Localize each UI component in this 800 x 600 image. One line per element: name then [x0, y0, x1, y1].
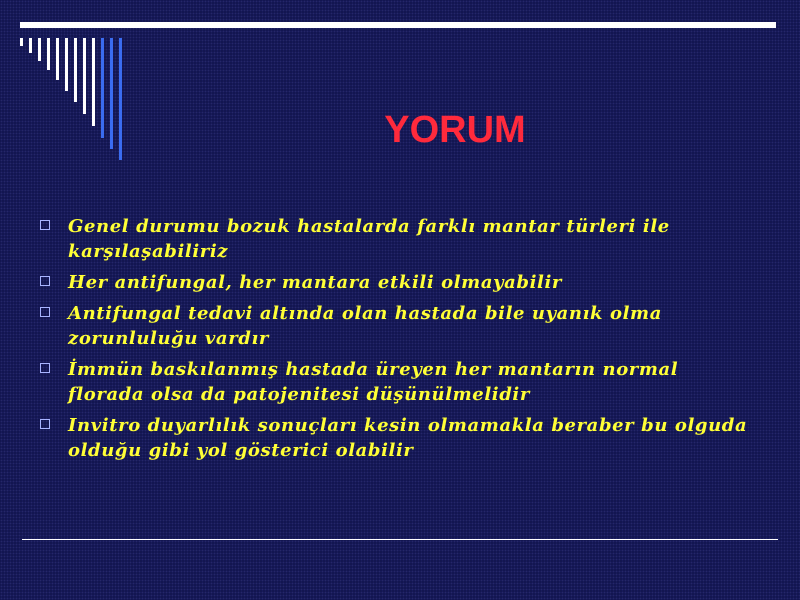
bullet-text: Invitro duyarlılık sonuçları kesin olmamakla beraber bu olguda olduğu gibi yol gösterici olabilir: [68, 415, 748, 461]
list-item: [36, 301, 756, 351]
bottom-horizontal-rule: [22, 539, 778, 540]
hollow-square-bullet-icon: [40, 220, 50, 230]
stripe: [119, 38, 122, 160]
hollow-square-bullet-icon: [40, 276, 50, 286]
bullet-text: İmmün baskılanmış hastada üreyen her mantarın normal florada olsa da patojenitesi düşünülmelidir: [68, 359, 679, 405]
stripe: [20, 38, 23, 46]
list-item: [36, 413, 756, 463]
top-horizontal-rule: [20, 22, 776, 28]
decorative-vertical-stripes: [20, 38, 130, 163]
stripe: [47, 38, 50, 70]
stripe: [56, 38, 59, 80]
list-item: [36, 357, 756, 407]
stripe: [101, 38, 104, 138]
stripe: [83, 38, 86, 114]
hollow-square-bullet-icon: [40, 307, 50, 317]
stripe: [29, 38, 32, 53]
slide-title: YORUM: [384, 109, 526, 151]
stripe: [38, 38, 41, 61]
hollow-square-bullet-icon: [40, 363, 50, 373]
stripe: [74, 38, 77, 102]
list-item: [36, 270, 756, 295]
list-item: [36, 214, 756, 264]
stripe: [110, 38, 113, 149]
bullet-text: Genel durumu bozuk hastalarda farklı mantar türleri ile karşılaşabiliriz: [68, 216, 670, 262]
bullet-text: Her antifungal, her mantara etkili olmayabilir: [68, 272, 562, 293]
stripe: [65, 38, 68, 91]
bullet-list: [36, 214, 756, 469]
stripe: [92, 38, 95, 126]
bullet-text: Antifungal tedavi altında olan hastada bile uyanık olma zorunluluğu vardır: [68, 303, 662, 349]
hollow-square-bullet-icon: [40, 419, 50, 429]
